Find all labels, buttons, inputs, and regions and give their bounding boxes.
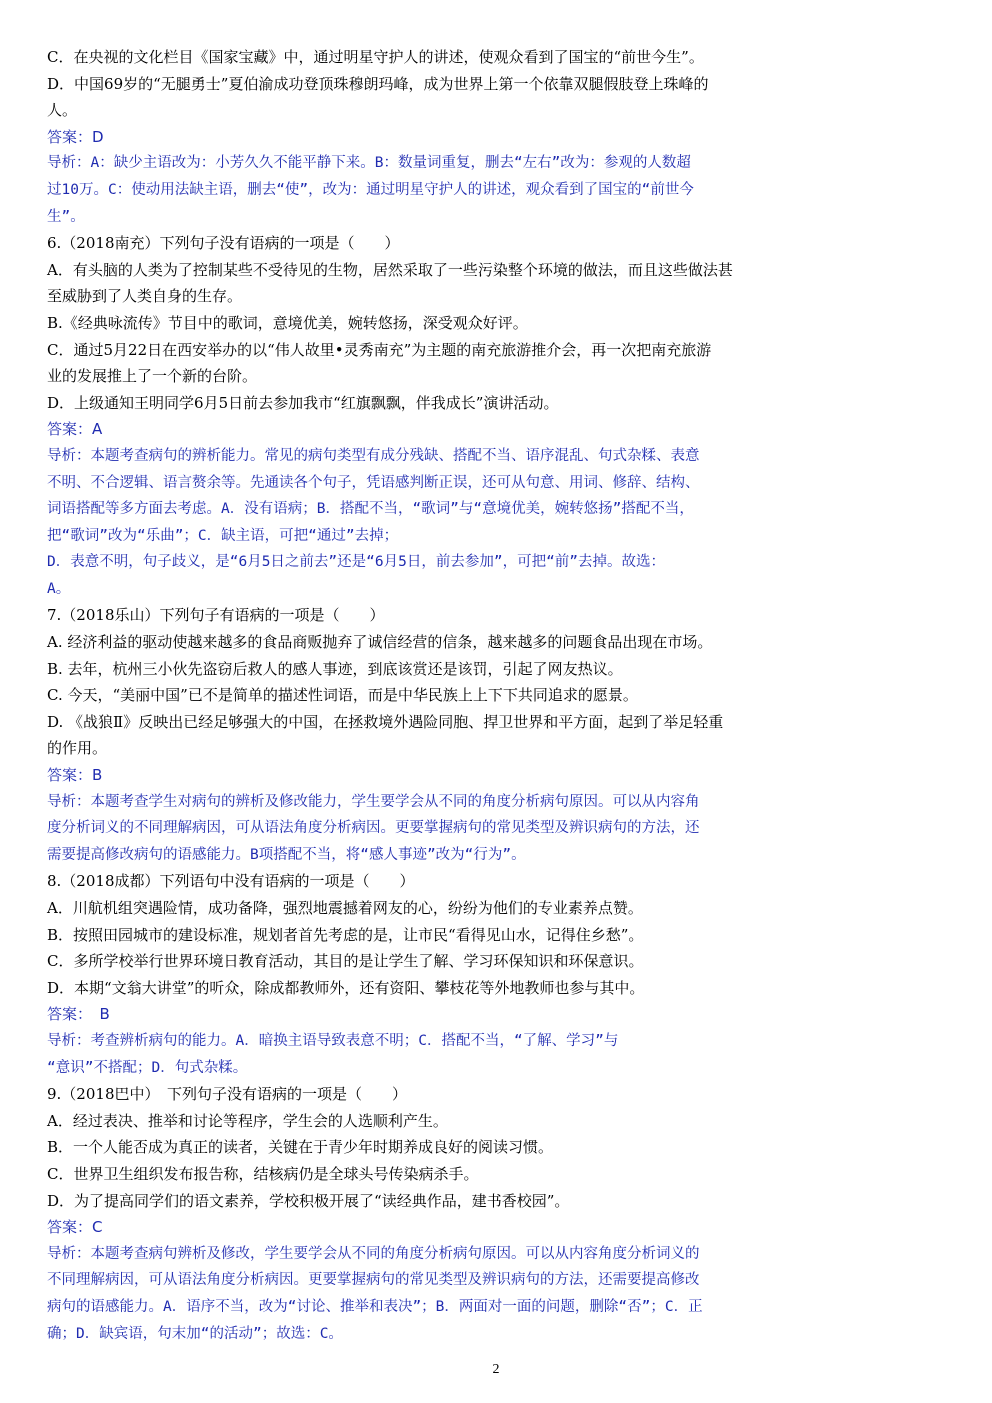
analysis-line: 导析：本题考查病句的辨析能力。常见的病句类型有成分残缺、搭配不当、语序混乱、句式杂糅、表意 (47, 447, 700, 464)
question-line: 的作用。 (47, 739, 108, 758)
analysis-line: 导析：考查辨析病句的能力。A．暗换主语导致表意不明；C．搭配不当，“了解、学习”与 (47, 1032, 619, 1049)
analysis-line: A。 (47, 580, 71, 597)
analysis-line: 词语搭配等多方面去考虑。A．没有语病；B．搭配不当，“歌词”与“意境优美，婉转悠扬”搭配不当， (47, 501, 694, 518)
question-line: C. 今天，“美丽中国”已不是简单的描述性词语，而是中华民族上上下下共同追求的愿景。 (47, 686, 638, 705)
answer-line: 答案：C (47, 1218, 103, 1237)
question-line: A．经过表决、推举和讨论等程序，学生会的人选顺利产生。 (47, 1111, 448, 1130)
question-line: D．本期“文翁大讲堂”的听众，除成都教师外，还有资阳、攀枝花等外地教师也参与其中。 (47, 978, 645, 997)
analysis-line: 把“歌词”改为“乐曲”；C．缺主语，可把“通过”去掉； (47, 527, 399, 544)
question-line: 至威胁到了人类自身的生存。 (47, 287, 243, 306)
answer-line: 答案： B (47, 1005, 110, 1024)
analysis-line: 不同理解病因，可从语法角度分析病因。更要掌握病句的常见类型及辨识病句的方法，还需要提高修改 (47, 1272, 700, 1289)
question-line: D．为了提高同学们的语文素养，学校积极开展了“读经典作品，建书香校园”。 (47, 1191, 570, 1210)
analysis-line: 导析：本题考查学生对病句的辨析及修改能力，学生要学会从不同的角度分析病句原因。可以从内容角 (47, 793, 700, 810)
analysis-line: 度分析词义的不同理解病因，可从语法角度分析病因。更要掌握病句的常见类型及辨识病句的方法，还 (47, 820, 700, 837)
question-line: A．川航机组突遇险情，成功备降，强烈地震撼着网友的心，纷纷为他们的专业素养点赞。 (47, 899, 643, 917)
question-line: 8.（2018成都）下列语句中没有语病的一项是（ ） (47, 872, 415, 891)
answer-line: 答案：B (47, 766, 103, 785)
question-line: C．世界卫生组织发布报告称，结核病仍是全球头号传染病杀手。 (47, 1164, 479, 1183)
question-line: 人。 (47, 101, 78, 120)
question-line: A. 经济利益的驱动使越来越多的食品商贩抛弃了诚信经营的信条，越来越多的问题食品出现在市场。 (47, 633, 713, 652)
question-line: 6.（2018南充）下列句子没有语病的一项是（ ） (47, 234, 400, 253)
analysis-line: 病句的语感能力。A．语序不当，改为“讨论、推举和表决”；B．两面对一面的问题，删除“否”；C．正 (47, 1298, 703, 1315)
answer-line: 答案：D (47, 127, 104, 146)
question-line: 业的发展推上了一个新的台阶。 (47, 367, 258, 386)
question-line: B. 去年，杭州三小伙先盗窃后救人的感人事迹，到底该赏还是该罚，引起了网友热议。 (47, 659, 623, 678)
analysis-line: 生”。 (47, 208, 85, 225)
question-line: A．有头脑的人类为了控制某些不受待见的生物，居然采取了一些污染整个环境的做法，而且这些做法甚 (47, 260, 733, 279)
question-line: 9.（2018巴中） 下列句子没有语病的一项是（ ） (47, 1085, 407, 1104)
analysis-line: 确；D．缺宾语，句末加“的活动”；故选：C。 (47, 1325, 343, 1342)
question-line: D．中国69岁的“无腿勇士”夏伯渝成功登顶珠穆朗玛峰，成为世界上第一个依靠双腿假肢登上珠峰的 (47, 74, 709, 93)
question-line: C．在央视的文化栏目《国家宝藏》中，通过明星守护人的讲述，使观众看到了国宝的“前世今生”。 (47, 48, 704, 66)
analysis-line: 导析：A：缺少主语改为：小芳久久不能平静下来。B：数量词重复，删去“左右”改为：参观的人数超 (47, 155, 691, 172)
answer-line: 答案：A (47, 420, 103, 439)
analysis-line: 不明、不合逻辑、语言赘余等。先通读各个句子，凭语感判断正误，还可从句意、用词、修辞、结构、 (47, 474, 700, 491)
analysis-line: “意识”不搭配；D．句式杂糅。 (47, 1059, 248, 1076)
analysis-line: 需要提高修改病句的语感能力。B项搭配不当，将“感人事迹”改为“行为”。 (47, 846, 526, 863)
question-line: B．一个人能否成为真正的读者，关键在于青少年时期养成良好的阅读习惯。 (47, 1138, 554, 1157)
page-number: 2 (492, 1362, 500, 1377)
question-line: D．上级通知王明同学6月5日前去参加我市“红旗飘飘，伴我成长”演讲活动。 (47, 393, 559, 412)
question-line: C．多所学校举行世界环境日教育活动，其目的是让学生了解、学习环保知识和环保意识。 (47, 952, 644, 971)
question-line: C．通过5月22日在西安举办的以“伟人故里•灵秀南充”为主题的南充旅游推介会，再一次把南充旅游 (47, 340, 712, 359)
question-line: 7.（2018乐山）下列句子有语病的一项是（ ） (47, 606, 385, 625)
document-body (47, 44, 847, 1347)
analysis-line: D．表意不明，句子歧义，是“6月5日之前去”还是“6月5日，前去参加”，可把“前”去掉。故选： (47, 554, 666, 571)
analysis-line: 过10万。C：使动用法缺主语，删去“使”，改为：通过明星守护人的讲述，观众看到了国宝的“前世今 (47, 181, 694, 198)
question-line: B．按照田园城市的建设标准，规划者首先考虑的是，让市民“看得见山水，记得住乡愁”。 (47, 925, 644, 944)
question-line: B.《经典咏流传》节目中的歌词，意境优美，婉转悠扬，深受观众好评。 (47, 313, 528, 332)
analysis-line: 导析：本题考查病句辨析及修改，学生要学会从不同的角度分析病句原因。可以从内容角度分析词义的 (47, 1245, 700, 1262)
question-line: D. 《战狼Ⅱ》反映出已经足够强大的中国，在拯救境外遇险同胞、捍卫世界和平方面，起到了举足轻重 (47, 712, 724, 731)
